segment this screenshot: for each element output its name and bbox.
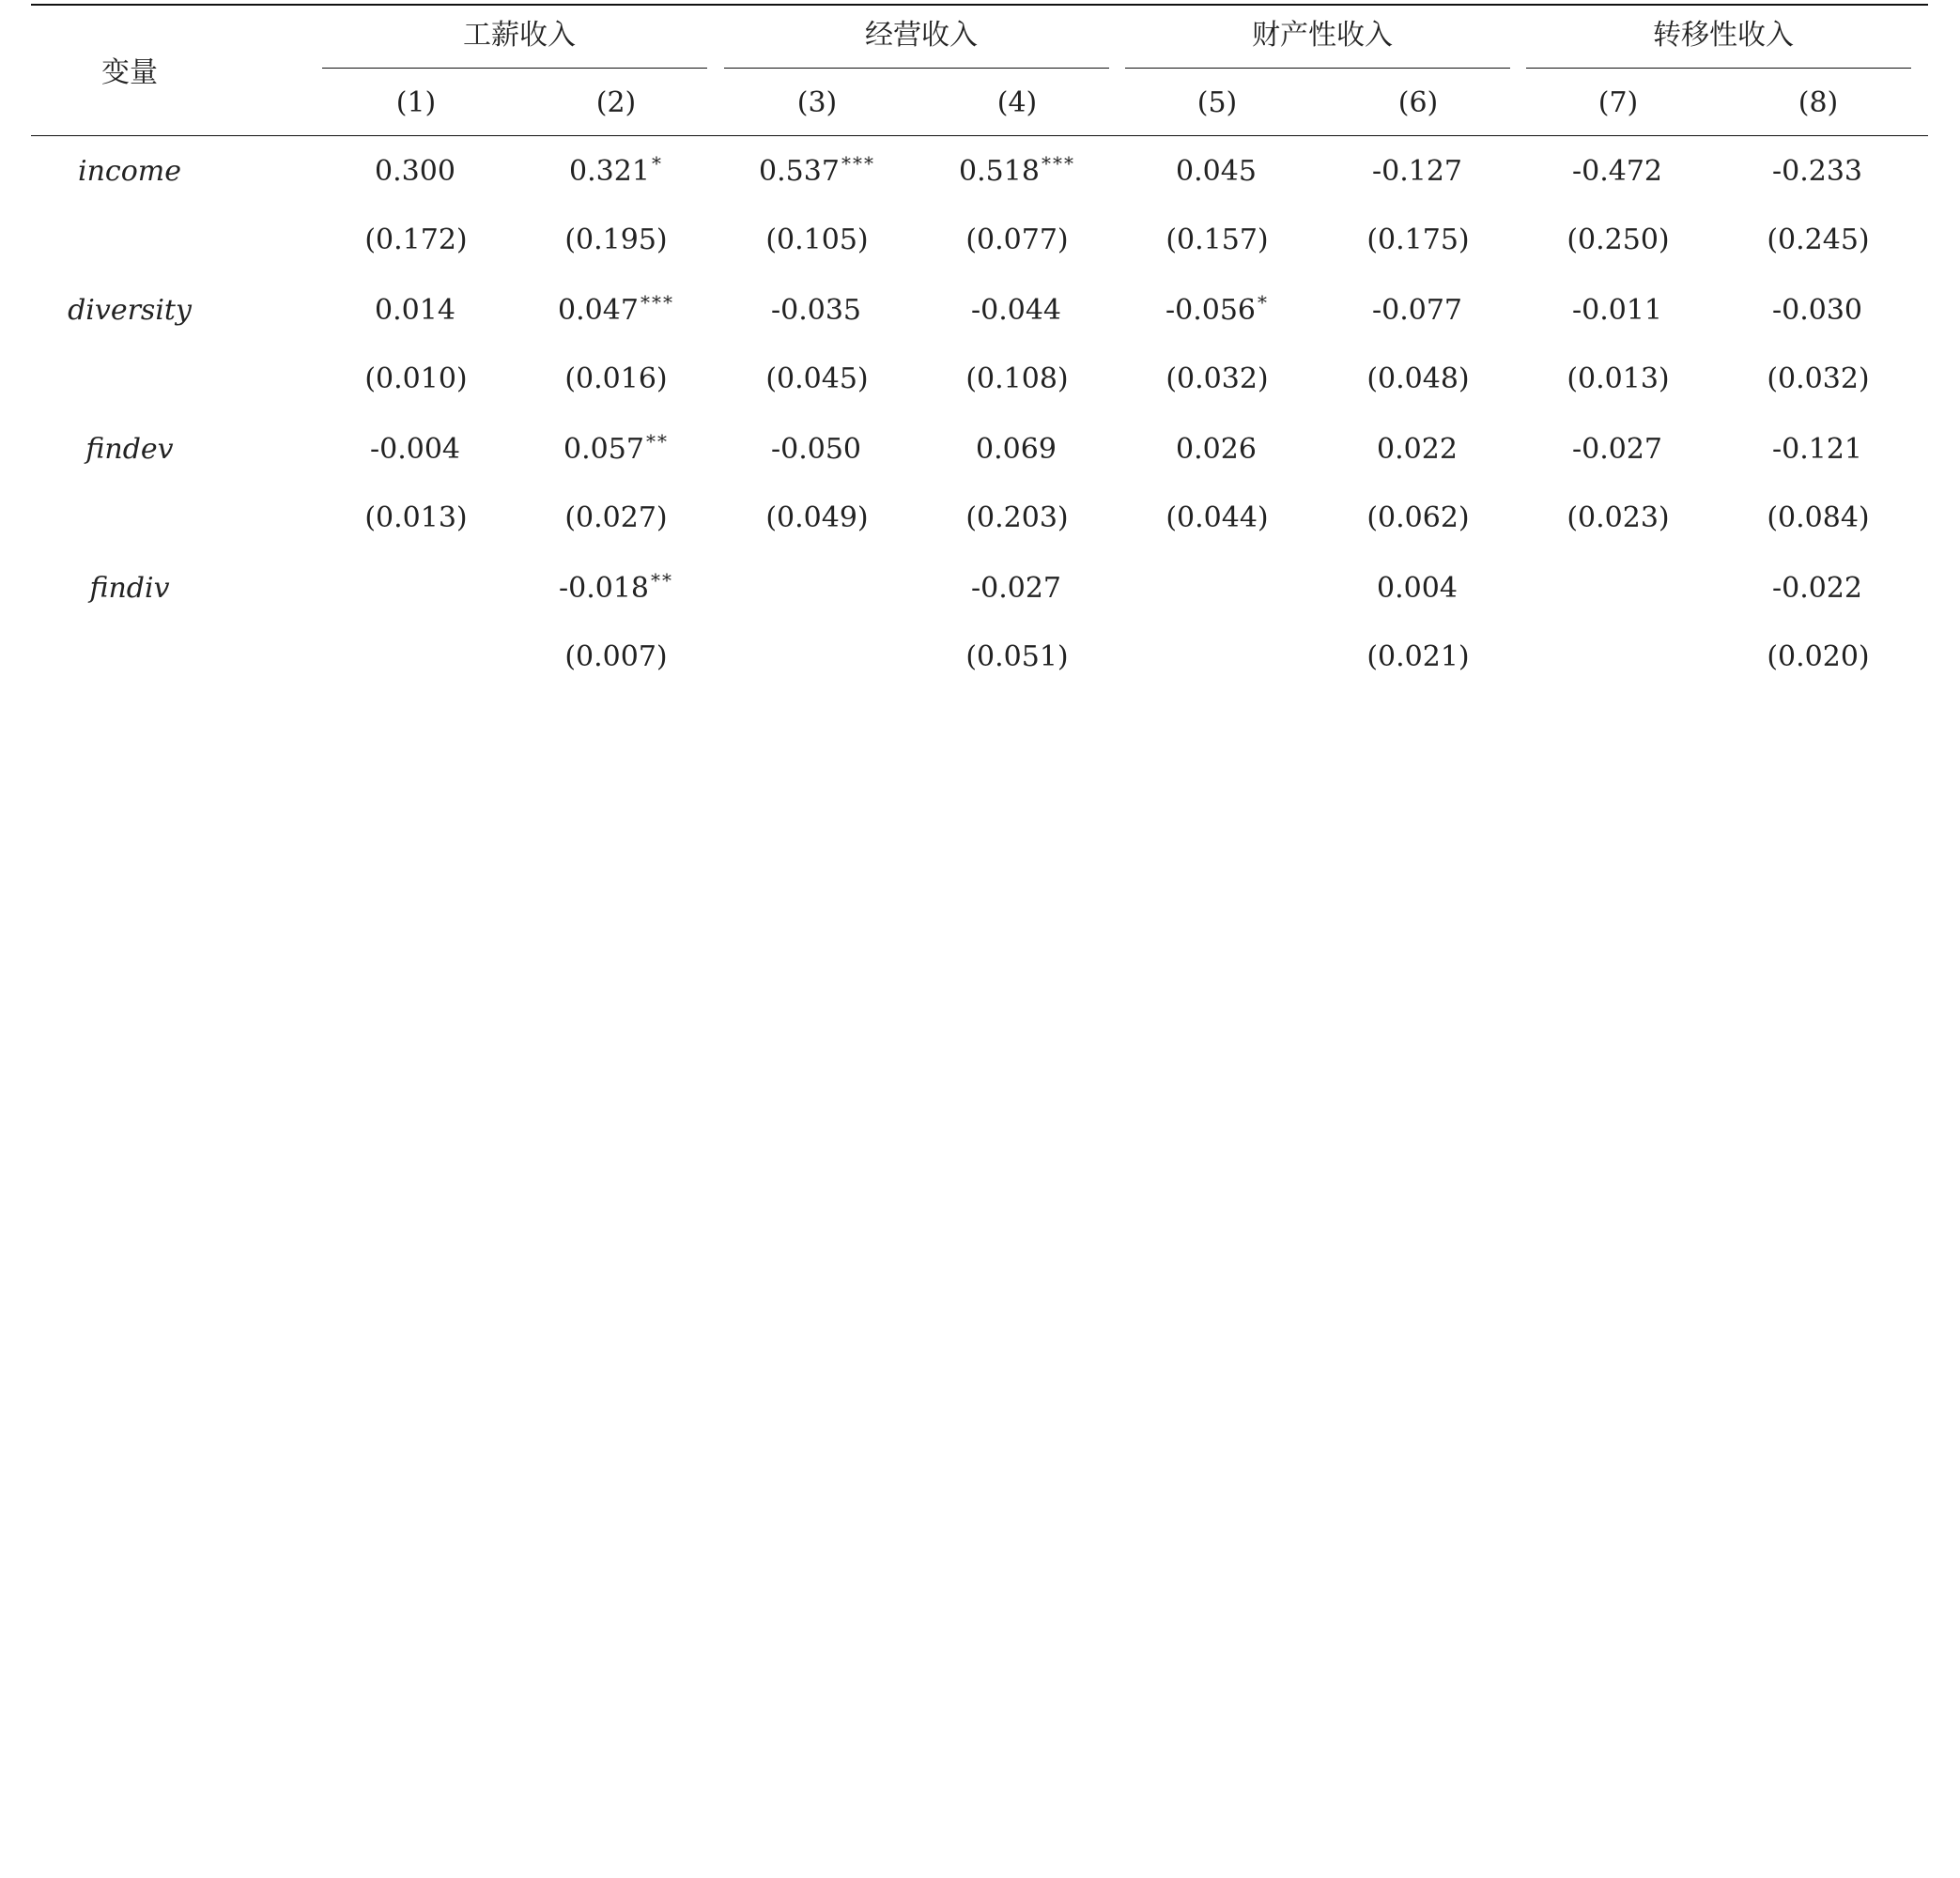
coef-cell: 0.518 *** — [959, 152, 1075, 188]
column-number-8: (8) — [1798, 86, 1839, 119]
se-cell: (0.044) — [1165, 501, 1269, 534]
coef-cell: 0.014 — [375, 294, 455, 327]
coef-cell: -0.077 — [1371, 294, 1463, 327]
coef-cell — [742, 572, 892, 606]
group-underline-business — [724, 68, 1109, 69]
se-cell: (0.016) — [564, 362, 668, 395]
coef-cell: -0.022 — [1771, 572, 1863, 605]
group-header-wage: 工薪收入 — [463, 19, 576, 52]
variable-header: 变量 — [101, 56, 158, 89]
coef-cell: -0.030 — [1771, 294, 1863, 327]
se-cell: (0.172) — [364, 223, 468, 256]
coef-cell — [1142, 572, 1292, 606]
se-cell: (0.007) — [564, 640, 668, 673]
coef-cell: 0.022 — [1377, 433, 1458, 466]
se-cell: (0.023) — [1566, 501, 1670, 534]
coef-cell: -0.027 — [1571, 433, 1663, 466]
se-cell: (0.051) — [965, 640, 1069, 673]
coef-cell: -0.044 — [970, 294, 1062, 327]
coef-cell: -0.233 — [1771, 155, 1863, 188]
top-rule — [31, 4, 1928, 6]
se-cell: (0.013) — [1566, 362, 1670, 395]
coef-cell: 0.300 — [375, 155, 455, 188]
coef-cell: -0.050 — [770, 433, 862, 466]
se-cell: (0.032) — [1767, 362, 1870, 395]
se-cell: (0.108) — [965, 362, 1069, 395]
group-underline-wage — [322, 68, 707, 69]
row-label-findiv: findiv — [89, 572, 170, 605]
coef-cell: -0.018 ** — [558, 569, 674, 605]
se-cell: (0.195) — [564, 223, 668, 256]
group-underline-transfer — [1526, 68, 1911, 69]
se-cell: (0.045) — [765, 362, 869, 395]
coef-cell: 0.069 — [976, 433, 1057, 466]
row-label-findev: findev — [85, 433, 174, 466]
column-number-6: (6) — [1397, 86, 1439, 119]
header-bottom-rule — [31, 135, 1928, 136]
coef-cell: -0.127 — [1371, 155, 1463, 188]
coef-cell — [1543, 572, 1693, 606]
coef-cell: 0.026 — [1176, 433, 1257, 466]
se-cell: (0.077) — [965, 223, 1069, 256]
se-cell: (0.062) — [1366, 501, 1470, 534]
column-number-5: (5) — [1196, 86, 1238, 119]
se-cell: (0.032) — [1165, 362, 1269, 395]
coef-cell: -0.056 * — [1165, 291, 1270, 327]
coef-cell: -0.035 — [770, 294, 862, 327]
column-number-3: (3) — [796, 86, 838, 119]
se-cell: (0.157) — [1165, 223, 1269, 256]
coef-cell: 0.047 *** — [558, 291, 674, 327]
se-cell: (0.084) — [1767, 501, 1870, 534]
se-cell: (0.048) — [1366, 362, 1470, 395]
group-underline-property — [1125, 68, 1510, 69]
group-header-property: 财产性收入 — [1252, 19, 1393, 52]
row-label-income: income — [78, 155, 181, 188]
group-header-business: 经营收入 — [865, 19, 978, 52]
coef-cell: -0.011 — [1571, 294, 1663, 327]
coef-cell: -0.121 — [1771, 433, 1863, 466]
se-cell: (0.203) — [965, 501, 1069, 534]
se-cell: (0.021) — [1366, 640, 1470, 673]
regression-table — [31, 0, 1928, 1878]
column-number-7: (7) — [1597, 86, 1639, 119]
coef-cell — [341, 572, 491, 606]
se-cell: (0.027) — [564, 501, 668, 534]
coef-cell: 0.045 — [1176, 155, 1257, 188]
coef-cell: -0.027 — [970, 572, 1062, 605]
coef-cell: 0.004 — [1377, 572, 1458, 605]
se-cell: (0.250) — [1566, 223, 1670, 256]
row-label-diversity: diversity — [68, 294, 192, 327]
coef-cell: -0.004 — [369, 433, 461, 466]
se-cell: (0.175) — [1366, 223, 1470, 256]
coef-cell: -0.472 — [1571, 155, 1663, 188]
se-cell: (0.013) — [364, 501, 468, 534]
column-number-1: (1) — [395, 86, 437, 119]
se-cell: (0.049) — [765, 501, 869, 534]
column-number-4: (4) — [996, 86, 1038, 119]
se-cell: (0.105) — [765, 223, 869, 256]
coef-cell: 0.057 ** — [563, 430, 669, 466]
se-cell: (0.020) — [1767, 640, 1870, 673]
se-cell: (0.010) — [364, 362, 468, 395]
group-header-transfer: 转移性收入 — [1653, 19, 1794, 52]
se-cell: (0.245) — [1767, 223, 1870, 256]
coef-cell: 0.537 *** — [759, 152, 875, 188]
column-number-2: (2) — [595, 86, 637, 119]
coef-cell: 0.321 * — [569, 152, 663, 188]
